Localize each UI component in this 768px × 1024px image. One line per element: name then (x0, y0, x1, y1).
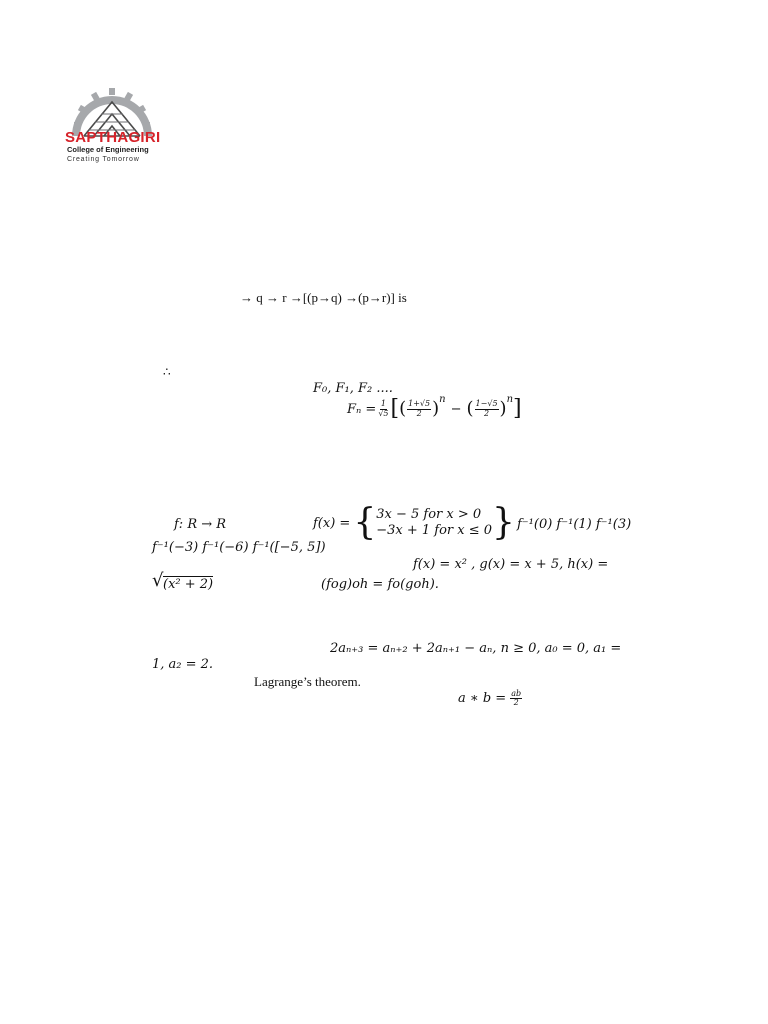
piecewise-function: f(x) = { 3x − 5 for x > 0 −3x + 1 for x ≤ 0 } (313, 502, 515, 543)
lagrange-theorem: Lagrange’s theorem. (254, 674, 361, 689)
therefore-symbol: ∴ (163, 365, 171, 379)
recurrence-relation: 2aₙ₊₃ = aₙ₊₂ + 2aₙ₊₁ − aₙ, n ≥ 0, a₀ = 0, a₁ = (330, 641, 622, 656)
logo-tagline: Creating Tomorrow (67, 156, 140, 163)
piecewise-case-1: 3x − 5 for x > 0 (376, 506, 482, 522)
college-logo (62, 78, 162, 168)
piecewise-lhs: f(x) = (313, 515, 351, 531)
binary-operation: a ∗ b = $\frac{ab}{2}$ (458, 689, 522, 708)
inverse-values-1: f⁻¹(0) f⁻¹(1) f⁻¹(3) (517, 517, 632, 532)
logo-college: College of Engineering (67, 145, 149, 154)
function-domain: f: R → R (174, 517, 227, 532)
associativity-identity: (fog)oh = fo(goh). (321, 577, 439, 592)
fib-coefficient: $\frac{1}{√5}$ (378, 399, 389, 418)
fibonacci-sequence: F₀, F₁, F₂ .... (313, 381, 393, 396)
recurrence-relation-cont: 1, a₂ = 2. (152, 657, 214, 672)
fib-lhs: Fₙ = (347, 401, 377, 417)
fibonacci-formula: Fₙ = $\frac{1}{√5}$ [ ( $\frac{1+√5}{2}$ ) $^n$ − ( $\frac{1-√5}{2}$ ) $^n$ ] (347, 394, 522, 421)
logo-name: SAPTHAGIRI (65, 129, 161, 146)
fib-term2: $\frac{1-√5}{2}$ (475, 399, 498, 418)
binop-fraction: $\frac{ab}{2}$ (511, 689, 522, 708)
fib-term1: $\frac{1+√5}{2}$ (408, 399, 431, 418)
sqrt-expression: √ (x² + 2) (152, 570, 214, 592)
fgh-definitions: f(x) = x² , g(x) = x + 5, h(x) = (413, 557, 609, 572)
piecewise-case-2: −3x + 1 for x ≤ 0 (376, 523, 493, 538)
logic-implication-line: → q → r →[(p→q) →(p→r)] is (240, 290, 407, 305)
inverse-values-2: f⁻¹(−3) f⁻¹(−6) f⁻¹([−5, 5]) (152, 540, 326, 555)
